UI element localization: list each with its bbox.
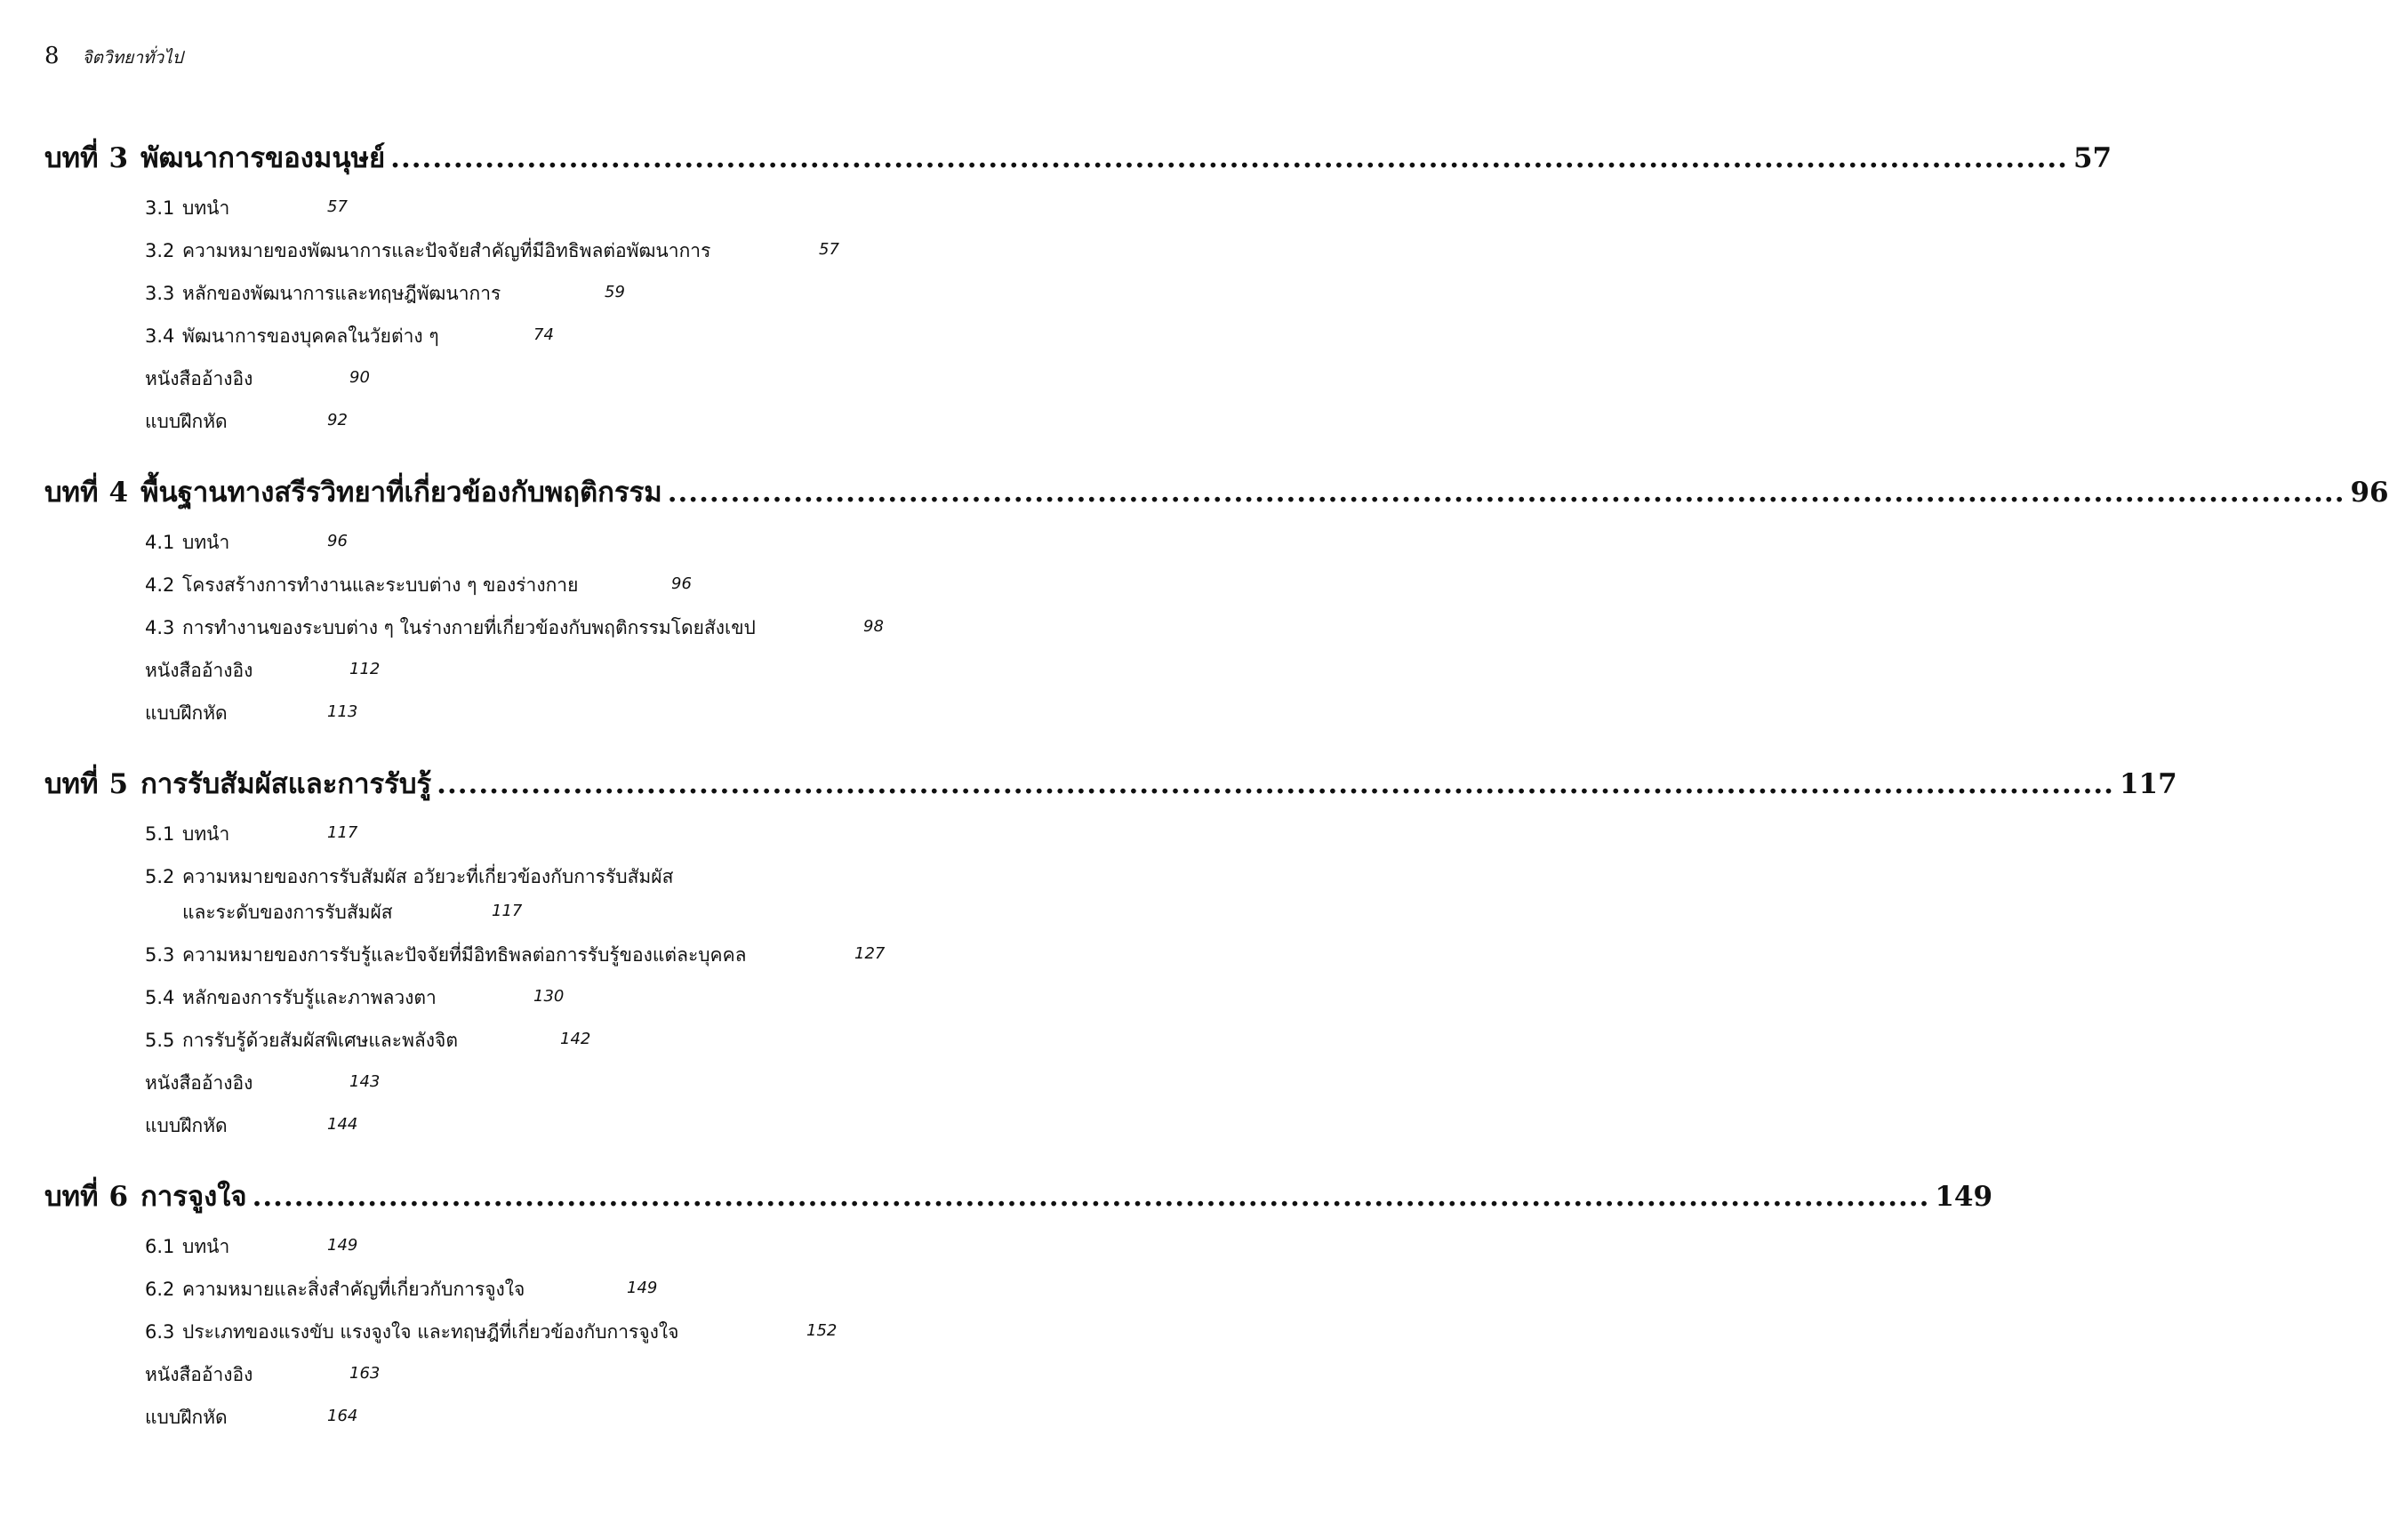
dot-leader: ................................................................................................................................................................ bbox=[667, 477, 2345, 509]
chapter-heading[interactable] bbox=[44, 135, 2112, 178]
chapter-heading[interactable] bbox=[44, 761, 2177, 804]
chapter-title: พื้นฐานทางสรีรวิทยาที่เกี่ยวข้องกับพฤติกรรม bbox=[140, 477, 662, 509]
toc-entry[interactable] bbox=[145, 1069, 381, 1097]
entry-page: 117 bbox=[327, 823, 358, 842]
entry-page: 130 bbox=[533, 987, 565, 1006]
entry-number: 4.1 bbox=[145, 532, 175, 553]
page-header bbox=[44, 43, 183, 78]
entry-page: 163 bbox=[349, 1364, 381, 1383]
toc-entry[interactable] bbox=[145, 1275, 658, 1303]
entry-text: ความหมายของพัฒนาการและปัจจัยสำคัญที่มีอิทธิพลต่อพัฒนาการ bbox=[182, 240, 711, 261]
chapter-heading[interactable] bbox=[44, 469, 2389, 512]
entry-text: บทนำ bbox=[182, 823, 230, 845]
entry-page: 149 bbox=[627, 1279, 658, 1297]
chapter-number: 3 bbox=[108, 142, 129, 174]
entry-number: 6.3 bbox=[145, 1321, 175, 1343]
entry-text: แบบฝึกหัด bbox=[145, 702, 228, 724]
entry-page: 117 bbox=[492, 902, 523, 920]
chapter-page: 149 bbox=[1935, 1181, 1993, 1213]
entry-page: 92 bbox=[327, 411, 348, 429]
chapter-page: 57 bbox=[2072, 142, 2112, 174]
entry-number: 5.1 bbox=[145, 823, 175, 845]
running-title: จิตวิทยาทั่วไป bbox=[82, 48, 183, 68]
toc-entry[interactable] bbox=[145, 862, 673, 926]
toc-entry[interactable] bbox=[145, 1232, 358, 1261]
dot-leader: ................................................................................................................................................................ bbox=[252, 1181, 1930, 1213]
entry-text: การรับรู้ด้วยสัมผัสพิเศษและพลังจิต bbox=[182, 1030, 458, 1051]
entry-page: 143 bbox=[349, 1072, 381, 1091]
chapter-number: 4 bbox=[108, 477, 129, 509]
entry-page: 57 bbox=[327, 197, 348, 216]
toc-entry[interactable] bbox=[145, 614, 884, 642]
entry-number: 6.1 bbox=[145, 1236, 175, 1257]
entry-number: 4.3 bbox=[145, 617, 175, 638]
entry-text: บทนำ bbox=[182, 197, 230, 219]
entry-text: หนังสืออ้างอิง bbox=[145, 1072, 253, 1094]
entry-text: พัฒนาการของบุคคลในวัยต่าง ๆ bbox=[182, 325, 439, 347]
toc-entry[interactable] bbox=[145, 1318, 838, 1346]
toc-entry[interactable] bbox=[145, 699, 358, 727]
entry-text: แบบฝึกหัด bbox=[145, 411, 228, 432]
toc-entry[interactable] bbox=[145, 365, 370, 393]
entry-text: แบบฝึกหัด bbox=[145, 1115, 228, 1136]
toc-entry[interactable] bbox=[145, 407, 348, 436]
chapter-number: 6 bbox=[108, 1181, 129, 1213]
chapter-number: 5 bbox=[108, 768, 129, 800]
entry-page: 57 bbox=[819, 240, 839, 259]
toc-entry[interactable] bbox=[145, 528, 348, 557]
entry-text: ประเภทของแรงขับ แรงจูงใจ และทฤษฎีที่เกี่ยวข้องกับการจูงใจ bbox=[182, 1321, 679, 1343]
toc-entry[interactable] bbox=[145, 279, 625, 308]
entry-page: 98 bbox=[863, 617, 884, 636]
entry-page: 59 bbox=[605, 283, 625, 301]
entry-text-continued: และระดับของการรับสัมผัส bbox=[182, 902, 393, 923]
entry-page: 96 bbox=[327, 532, 348, 550]
chapter-label: บทที่ bbox=[44, 142, 99, 174]
toc-entry[interactable] bbox=[145, 237, 839, 265]
entry-page: 149 bbox=[327, 1236, 358, 1255]
entry-number: 3.4 bbox=[145, 325, 175, 347]
entry-number: 3.2 bbox=[145, 240, 175, 261]
entry-page: 113 bbox=[327, 702, 358, 721]
entry-text: ความหมายของการรับรู้และปัจจัยที่มีอิทธิพลต่อการรับรู้ของแต่ละบุคคล bbox=[182, 944, 747, 966]
entry-number: 5.5 bbox=[145, 1030, 175, 1051]
entry-page: 144 bbox=[327, 1115, 358, 1134]
toc-entry[interactable] bbox=[145, 194, 348, 222]
toc-entry[interactable] bbox=[145, 322, 554, 350]
toc-entry[interactable] bbox=[145, 1360, 381, 1389]
entry-number: 5.3 bbox=[145, 944, 175, 966]
entry-number: 3.3 bbox=[145, 283, 175, 304]
chapter-title: การรับสัมผัสและการรับรู้ bbox=[140, 768, 432, 800]
entry-text: หนังสืออ้างอิง bbox=[145, 660, 253, 681]
toc-entry[interactable] bbox=[145, 820, 358, 848]
entry-number: 3.1 bbox=[145, 197, 175, 219]
entry-page: 164 bbox=[327, 1407, 358, 1425]
chapter-label: บทที่ bbox=[44, 768, 99, 800]
entry-number: 4.2 bbox=[145, 574, 175, 596]
entry-number: 5.2 bbox=[145, 866, 175, 887]
entry-page: 142 bbox=[560, 1030, 591, 1048]
toc-entry[interactable] bbox=[145, 1403, 358, 1432]
entry-number: 6.2 bbox=[145, 1279, 175, 1300]
toc-entry[interactable] bbox=[145, 1111, 358, 1140]
chapter-title: พัฒนาการของมนุษย์ bbox=[140, 142, 386, 174]
entry-text: หนังสืออ้างอิง bbox=[145, 1364, 253, 1385]
toc-entry[interactable] bbox=[145, 1026, 591, 1055]
chapter-label: บทที่ bbox=[44, 1181, 99, 1213]
entry-text: บทนำ bbox=[182, 532, 230, 553]
toc-entry[interactable] bbox=[145, 941, 886, 969]
entry-page: 112 bbox=[349, 660, 381, 678]
page-number: 8 bbox=[44, 43, 60, 69]
entry-page: 96 bbox=[671, 574, 692, 593]
entry-text: หลักของพัฒนาการและทฤษฎีพัฒนาการ bbox=[182, 283, 501, 304]
entry-text: บทนำ bbox=[182, 1236, 230, 1257]
toc-entry[interactable] bbox=[145, 571, 692, 599]
entry-page: 74 bbox=[533, 325, 554, 344]
entry-text: แบบฝึกหัด bbox=[145, 1407, 228, 1428]
dot-leader: ................................................................................................................................................................ bbox=[437, 768, 2114, 800]
chapter-label: บทที่ bbox=[44, 477, 99, 509]
chapter-title: การจูงใจ bbox=[140, 1181, 247, 1213]
chapter-page: 117 bbox=[2119, 768, 2177, 800]
chapter-page: 96 bbox=[2350, 477, 2389, 509]
entry-number: 5.4 bbox=[145, 987, 175, 1008]
entry-text: การทำงานของระบบต่าง ๆ ในร่างกายที่เกี่ยวข้องกับพฤติกรรมโดยสังเขป bbox=[182, 617, 756, 638]
entry-text: โครงสร้างการทำงานและระบบต่าง ๆ ของร่างกาย bbox=[182, 574, 579, 596]
entry-text: หนังสืออ้างอิง bbox=[145, 368, 253, 389]
entry-text: หลักของการรับรู้และภาพลวงตา bbox=[182, 987, 437, 1008]
entry-text: ความหมายและสิ่งสำคัญที่เกี่ยวกับการจูงใจ bbox=[182, 1279, 525, 1300]
entry-page: 127 bbox=[854, 944, 886, 963]
toc-entry[interactable] bbox=[145, 656, 381, 685]
dot-leader: ................................................................................................................................................................ bbox=[390, 142, 2068, 174]
entry-page: 152 bbox=[806, 1321, 838, 1340]
toc-entry[interactable] bbox=[145, 983, 565, 1012]
chapter-heading[interactable] bbox=[44, 1174, 1993, 1216]
entry-text: ความหมายของการรับสัมผัส อวัยวะที่เกี่ยวข้องกับการรับสัมผัส bbox=[182, 866, 674, 887]
entry-page: 90 bbox=[349, 368, 370, 387]
